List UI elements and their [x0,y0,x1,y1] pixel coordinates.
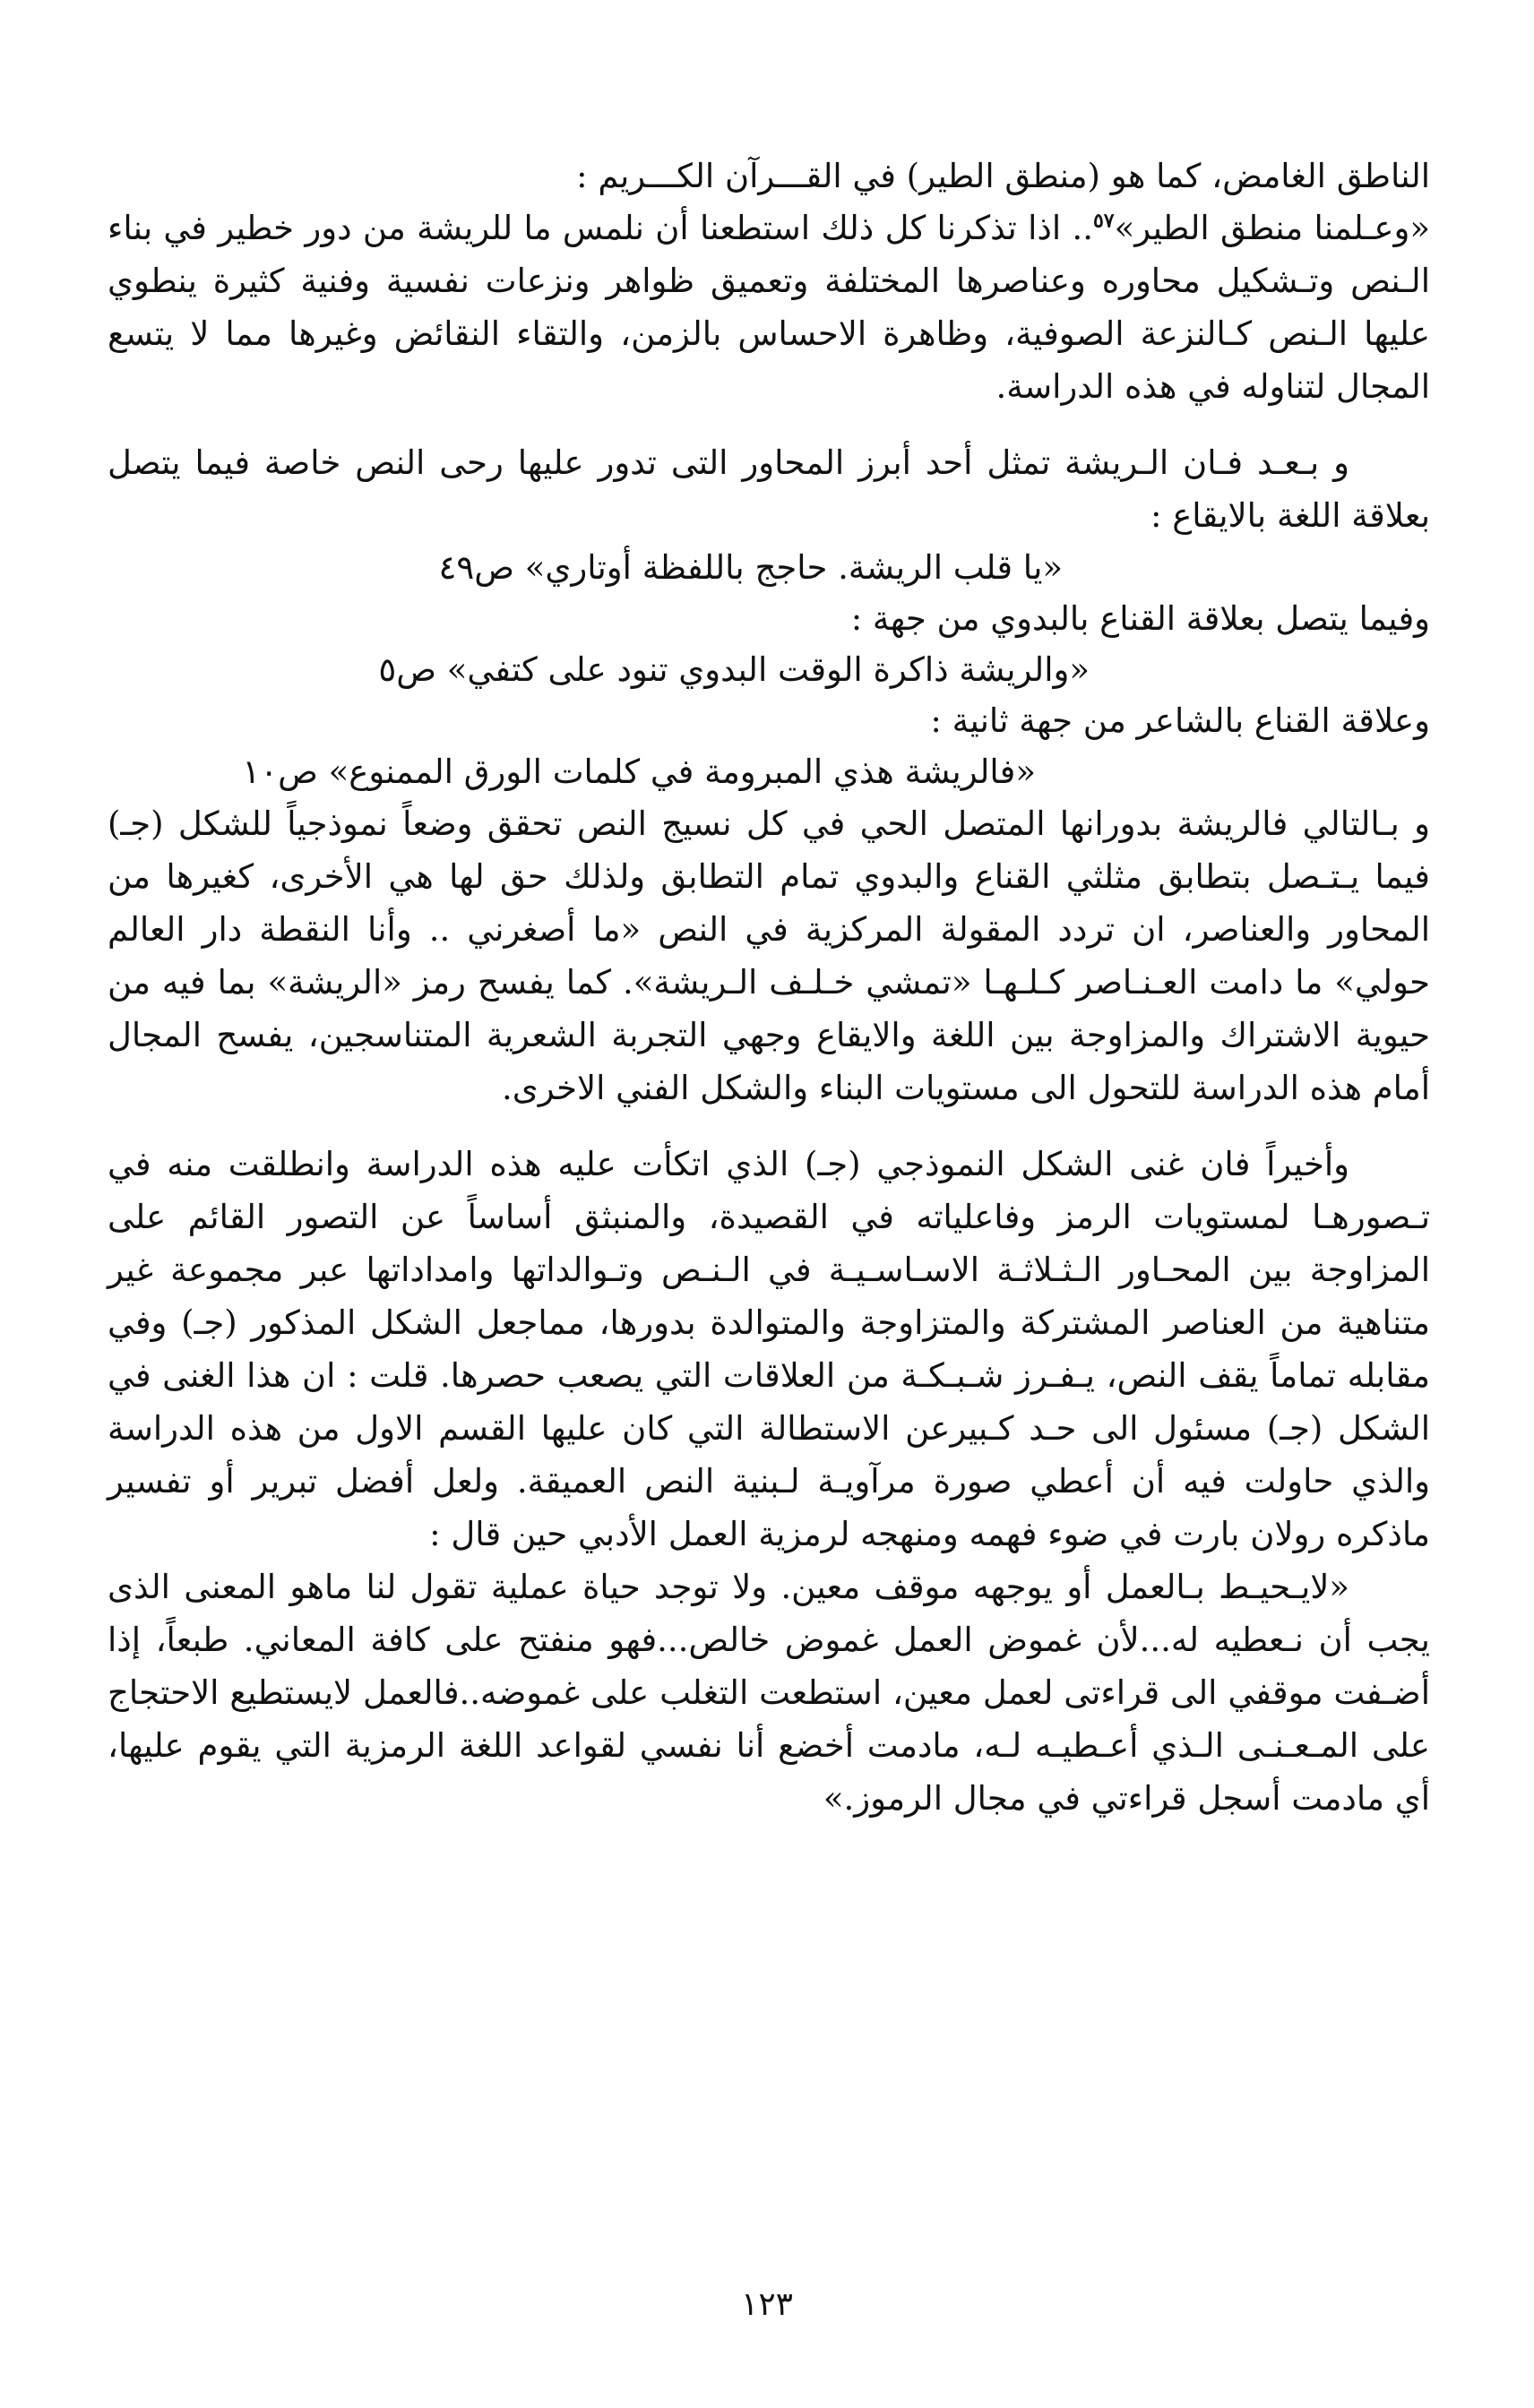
paragraph-1-text: .. اذا تذكرنا كل ذلك استطعنا أن نلمس ما للريشة من دور خطير في بناء الـنص وتـشكيل محاوره وعناصرها المختلفة وتعميق ظواهر ونزعات نفسية وفنية كثيرة ينطوي عليها الـنص كـالنزعة الصوفية، وظاهرة الاحساس بالزمن، والتقاء النقائض وغيرها مما لا يتسع المجال لتناوله في هذه الدراسة. [108,209,1430,406]
paragraph-1-quote: «وعـلمنا منطق الطير» [1114,209,1430,247]
quote-3: «فالريشة هذي المبرومة في كلمات الورق الممنوع» ص١٠ [242,752,1036,791]
line-4: وعلاقة القناع بالشاعر من جهة ثانية : [930,701,1430,740]
quote-2: «والريشة ذاكرة الوقت البدوي تنود على كتفي» ص٥ [378,650,1090,689]
paragraph-6: وأخيراً فان غنى الشكل النموذجي (جـ) الذي اتكأت عليه هذه الدراسة وانطلقت منه في تـصورهـا لمستويات الرمز وفاعلياته في القصيدة، والمنبثق أساساً عن التصور القائم على المزاوجة بين المحـاور الـثـلاثـة الاسـاسـيـة في الـنـص وتـوالداتها وامداداتها عبر مجموعة غير متناهية من العناصر المشتركة والمتزاوجة والمتوالدة بدورها، مماجعل الشكل المذكور (جـ) وفي مقابله تماماً يقف النص، يـفـرز شـبـكـة من العلاقات التي يصعب حصرها. قلت : ان هذا الغنى في الشكل (جـ) مسئول الى حـد كـبيرعن الاستطالة التي كان عليها القسم الاول من هذه الدراسة والذي حاولت فيه أن أعطي صورة مرآويـة لـبنية النص العميقة. ولعل أفضل تبرير أو تفسير ماذكره رولان بارت في ضوء فهمه ومنهجه لرمزية العمل الأدبي حين قال : [108,1145,1430,1553]
quote-1: «يا قلب الريشة. حاجج باللفظة أوتاري» ص٤٩ [438,548,1063,587]
paragraph-2: و بـعـد فـان الـريشة تمثل أحد أبرز المحاور التى تدور عليها رحى النص خاصة فيما يتصل بعلاقة اللغة بالايقاع : [108,443,1430,535]
paragraph-5: و بـالتالي فالريشة بدورانها المتصل الحي في كل نسيج النص تحقق وضعاً نموذجياً للشكل (جـ) فيما يـتـصل بتطابق مثلثي القناع والبدوي تمام التطابق ولذلك حق لها هي الأخرى، كغيرها من المحاور والعناصر، ان تردد المقولة المركزية في النص «ما أصغرني .. وأنا النقطة دار العالم حولي» ما دامت العـنـاصر كـلـهـا «تمشي خـلـف الـريشة». كما يفسح رمز «الريشة» بما فيه من حيوية الاشتراك والمزاوجة بين اللغة والايقاع وجهي التجربة الشعرية المتناسجين، يفسح المجال أمام هذه الدراسة للتحول الى مستويات البناء والشكل الفني الاخرى. [108,804,1430,1107]
page-number: ١٢٣ [740,2286,793,2323]
footnote-marker: ٥٧ [1092,209,1115,233]
page-body [108,150,1430,1825]
line-3: وفيما يتصل بعلاقة القناع بالبدوي من جهة : [850,599,1430,638]
intro-line: الناطق الغامض، كما هو (منطق الطير) في القـــرآن الكـــريم : [576,157,1430,195]
final-quote: «لايـحيـط بـالعمل أو يوجهه موقف معين. ولا توجد حياة عملية تقول لنا ماهو المعنى الذى يجب أن نـعطيه له...لأن غموض العمل غموض خالص...فهو منفتح على كافة المعاني. طبعاً، إذا أضـفت موقفي الى قراءتى لعمل معين، استطعت التغلب على غموضه..فالعمل لايستطيع الاحتجاج على المـعـنـى الـذي أعـطيـه لـه، مادمت أخضع أنا نفسي لقواعد اللغة الرمزية التي يقوم عليها، أي مادمت أسجل قراءتي في مجال الرموز.» [108,1568,1430,1818]
paragraph-1 [108,202,1430,413]
